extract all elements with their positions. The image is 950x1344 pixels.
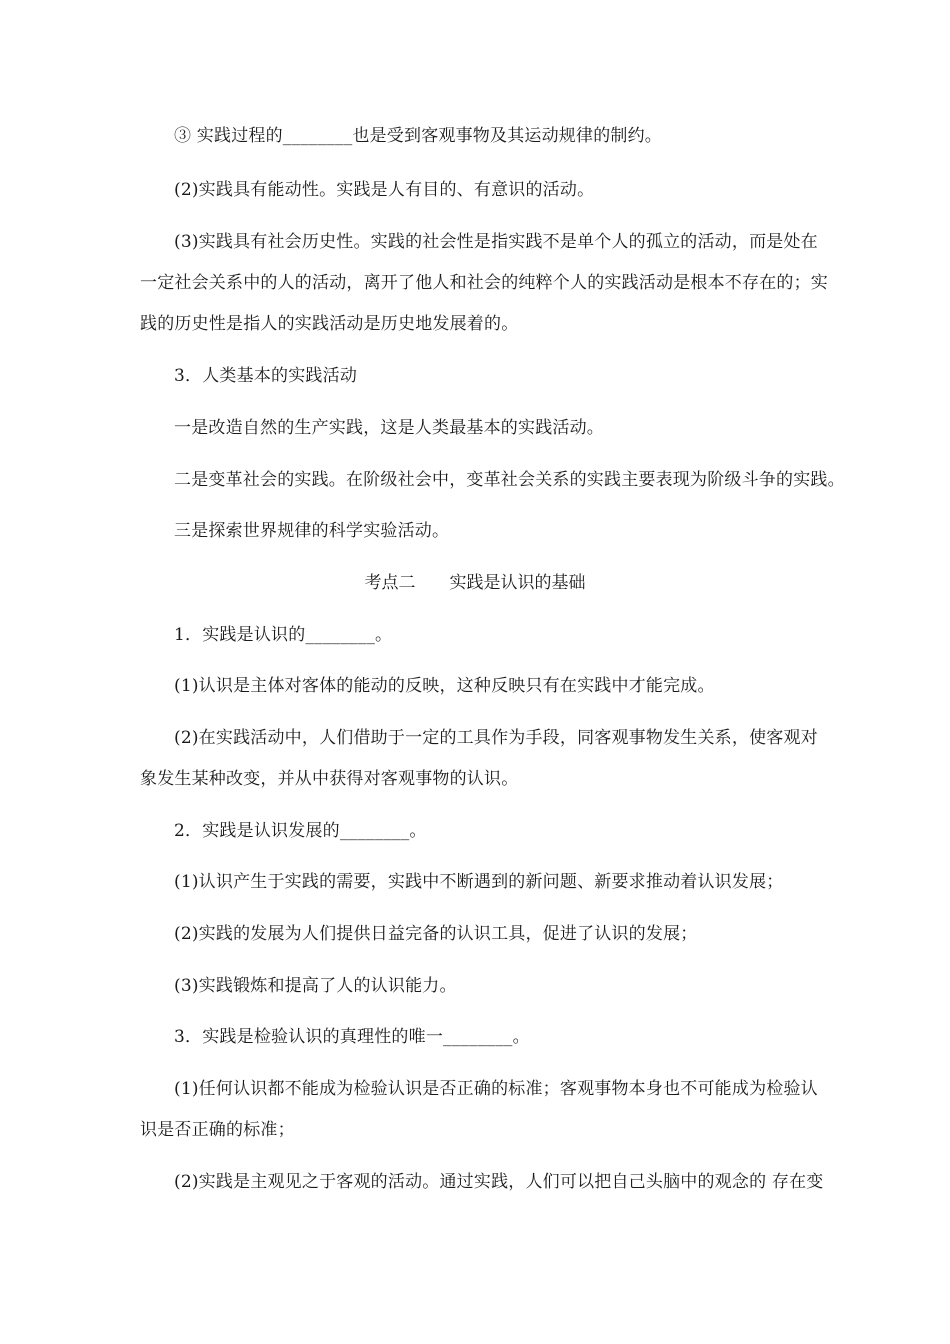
paragraph-line: (3)实践锻炼和提高了人的认识能力。 <box>174 976 457 996</box>
paragraph-line: (1)认识产生于实践的需要，实践中不断遇到的新问题、新要求推动着认识发展； <box>174 872 784 892</box>
paragraph-line: 1．实践是认识的________。 <box>174 625 393 645</box>
paragraph-line: ③ 实践过程的________也是受到客观事物及其运动规律的制约。 <box>174 126 663 146</box>
paragraph-line: (1)任何认识都不能成为检验认识是否正确的标准；客观事物本身也不可能成为检验认 <box>174 1079 818 1099</box>
paragraph-line: 3．实践是检验认识的真理性的唯一________。 <box>174 1027 530 1047</box>
paragraph-line: 象发生某种改变，并从中获得对客观事物的认识。 <box>140 769 519 789</box>
section-heading-title: 实践是认识的基础 <box>449 573 586 593</box>
paragraph-line: 识是否正确的标准； <box>140 1120 295 1140</box>
paragraph-line: (2)实践的发展为人们提供日益完备的认识工具，促进了认识的发展； <box>174 924 698 944</box>
section-heading-label: 考点二 <box>364 573 416 593</box>
paragraph-line: 二是变革社会的实践。在阶级社会中，变革社会关系的实践主要表现为阶级斗争的实践。 <box>174 470 845 490</box>
paragraph-line: 一定社会关系中的人的活动，离开了他人和社会的纯粹个人的实践活动是根本不存在的；实 <box>140 273 828 293</box>
paragraph-line: (3)实践具有社会历史性。实践的社会性是指实践不是单个人的孤立的活动，而是处在 <box>174 232 818 252</box>
paragraph-line: 践的历史性是指人的实践活动是历史地发展着的。 <box>140 314 519 334</box>
paragraph-line: 三是探索世界规律的科学实验活动。 <box>174 521 450 541</box>
section-item-heading: 3．人类基本的实践活动 <box>174 366 358 386</box>
paragraph-line: (1)认识是主体对客体的能动的反映，这种反映只有在实践中才能完成。 <box>174 676 715 696</box>
paragraph-line: 2．实践是认识发展的________。 <box>174 821 427 841</box>
paragraph-line: (2)实践具有能动性。实践是人有目的、有意识的活动。 <box>174 180 595 200</box>
section-heading <box>0 572 950 594</box>
paragraph-line: (2)在实践活动中，人们借助于一定的工具作为手段，同客观事物发生关系，使客观对 <box>174 728 818 748</box>
paragraph-line: 一是改造自然的生产实践，这是人类最基本的实践活动。 <box>174 418 604 438</box>
paragraph-line: (2)实践是主观见之于客观的活动。通过实践，人们可以把自己头脑中的观念的 存在变 <box>174 1172 824 1192</box>
